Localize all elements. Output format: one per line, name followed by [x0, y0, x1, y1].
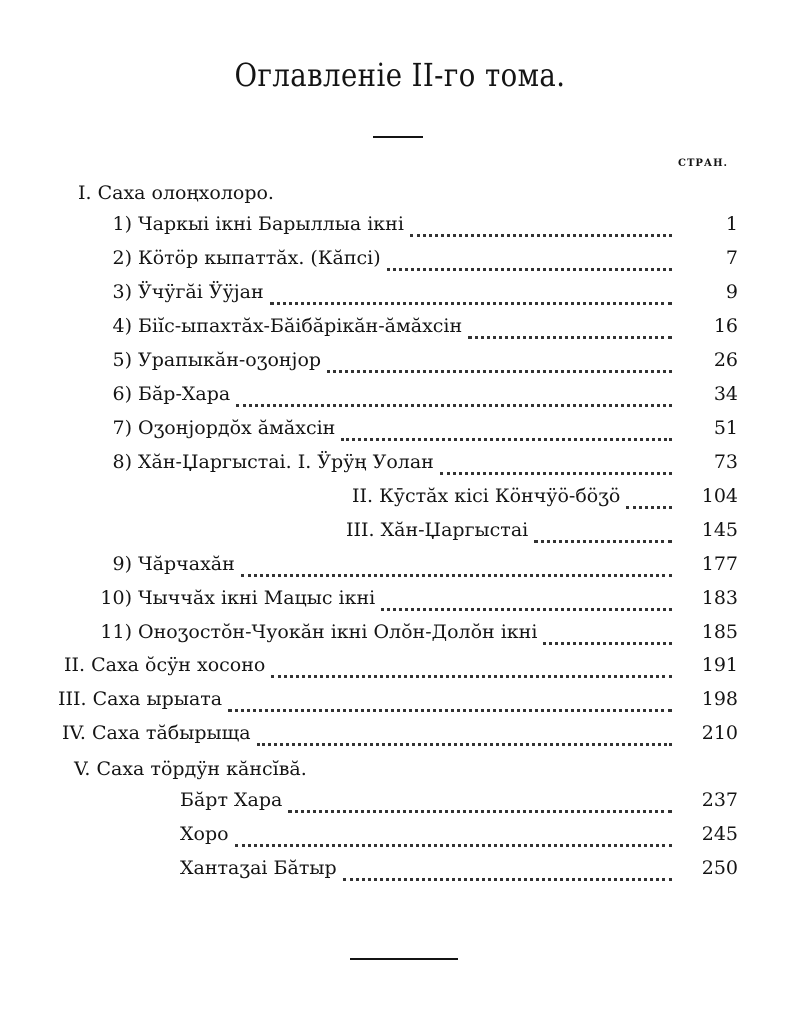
entry-page: 26 [713, 349, 738, 371]
entry-number: 7) [112, 417, 132, 439]
entry-page: 191 [701, 654, 738, 676]
page-title: Оглавленіе II-го тома. [234, 56, 566, 94]
toc-entry[interactable] [96, 349, 738, 379]
leader-dots [235, 830, 672, 847]
entry-page: 51 [713, 417, 738, 439]
toc-subentry[interactable] [352, 485, 738, 515]
toc-section[interactable] [62, 722, 738, 752]
entry-page: 16 [713, 315, 738, 337]
leader-dots [440, 458, 672, 475]
subentry-title: III. Хăн-Џаргыстаі [346, 519, 529, 541]
toc-subentry[interactable] [346, 519, 738, 549]
leader-dots [236, 390, 672, 407]
toc-entry[interactable] [180, 789, 738, 819]
entry-title: Ӱчӱгăі Ӱӱјан [138, 281, 264, 303]
toc-entry[interactable] [96, 315, 738, 345]
leader-dots [327, 356, 672, 373]
toc-section[interactable] [58, 688, 738, 718]
entry-number: 9) [112, 553, 132, 575]
leader-dots [543, 628, 672, 645]
entry-number: 4) [112, 315, 132, 337]
toc-entry[interactable] [96, 553, 738, 583]
page-column-header: СТРАН. [678, 158, 728, 169]
entry-page: 73 [713, 451, 738, 473]
toc-entry[interactable] [180, 857, 738, 887]
leader-dots [341, 424, 672, 441]
toc-entry[interactable] [96, 281, 738, 311]
entry-title: Чыччăх ікні Мацыс ікні [138, 587, 376, 609]
leader-dots [468, 322, 672, 339]
toc-entry[interactable] [96, 451, 738, 481]
leader-dots [626, 492, 672, 509]
leader-dots [270, 288, 672, 305]
entry-page: 177 [701, 553, 738, 575]
section-heading-1: I. Саха олоңхолоро. [78, 182, 274, 204]
entry-number: 6) [112, 383, 132, 405]
title-divider [373, 136, 423, 138]
entry-title: Чаркыі ікні Барыллыа ікні [138, 213, 404, 235]
entry-page: 250 [701, 857, 738, 879]
entry-title: Хоро [180, 823, 229, 845]
section-title: II. Саха ŏсӱн хосоно [64, 654, 266, 676]
entry-title: Оӡонјордŏх ăмăхсін [138, 417, 336, 439]
entry-page: 104 [701, 485, 738, 507]
entry-title: Біĭс-ыпахтăх-Бăібăрікăн-ăмăхсін [138, 315, 463, 337]
toc-entry[interactable] [96, 213, 738, 243]
leader-dots [410, 220, 672, 237]
entry-title: Чăрчахăн [138, 553, 235, 575]
leader-dots [381, 594, 672, 611]
entry-number: 10) [100, 587, 132, 609]
entry-title: Бăрт Хара [180, 789, 283, 811]
entry-page: 210 [701, 722, 738, 744]
leader-dots [271, 661, 672, 678]
entry-title: Урапыкăн-оӡонјор [138, 349, 322, 371]
entry-number: 3) [112, 281, 132, 303]
toc-entry[interactable] [96, 383, 738, 413]
leader-dots [288, 796, 672, 813]
leader-dots [257, 729, 672, 746]
entry-page: 145 [701, 519, 738, 541]
entry-page: 185 [701, 621, 738, 643]
section-title: III. Саха ырыата [58, 688, 223, 710]
subentry-title: II. Кӯстăх кісі Кӧнчӱӧ-бӧӡӧ [352, 485, 621, 507]
entry-title: Оноӡостŏн-Чуокăн ікні Олŏн-Долŏн ікні [138, 621, 538, 643]
entry-page: 9 [725, 281, 738, 303]
section-heading-5: V. Саха тӧрдӱн кăнсĭвă. [74, 758, 307, 780]
entry-page: 198 [701, 688, 738, 710]
leader-dots [387, 254, 672, 271]
section-title: IV. Саха тăбырыща [62, 722, 251, 744]
leader-dots [534, 526, 672, 543]
entry-title: Хантаӡаі Бăтыр [180, 857, 337, 879]
leader-dots [241, 560, 672, 577]
entry-page: 245 [701, 823, 738, 845]
toc-entry[interactable] [180, 823, 738, 853]
entry-number: 2) [112, 247, 132, 269]
entry-page: 1 [725, 213, 738, 235]
entry-page: 237 [701, 789, 738, 811]
toc-entry[interactable] [96, 417, 738, 447]
toc-entry[interactable] [96, 247, 738, 277]
entry-page: 7 [725, 247, 738, 269]
entry-title: Бăр-Хара [138, 383, 231, 405]
entry-number: 1) [112, 213, 132, 235]
entry-number: 8) [112, 451, 132, 473]
entry-page: 183 [701, 587, 738, 609]
leader-dots [343, 864, 672, 881]
toc-entry[interactable] [96, 587, 738, 617]
toc-entry[interactable] [96, 621, 738, 651]
entry-number: 11) [100, 621, 132, 643]
leader-dots [228, 695, 672, 712]
entry-title: Кӧтӧр кыпаттăх. (Кăпсі) [138, 247, 381, 269]
toc-section[interactable] [64, 654, 738, 684]
entry-page: 34 [713, 383, 738, 405]
entry-title: Хăн-Џаргыстаі. I. Ӱрӱң Уолан [138, 451, 434, 473]
entry-number: 5) [112, 349, 132, 371]
bottom-divider [350, 958, 458, 960]
